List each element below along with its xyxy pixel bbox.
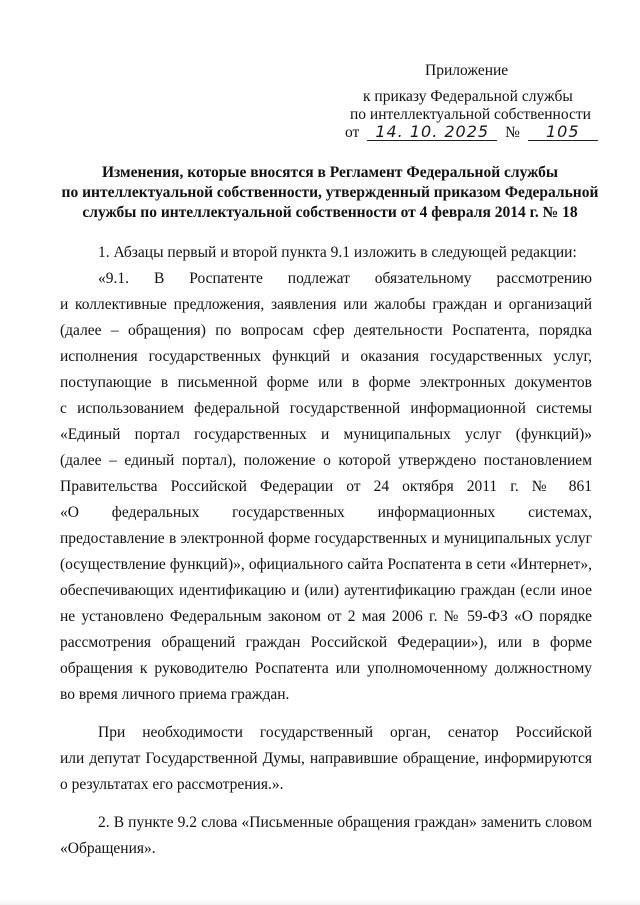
document-title: [40, 163, 620, 223]
body-line: Правительства Российской Федерации от 24 октября 2011 г. № 861: [60, 478, 592, 495]
title-line-3: службы по интеллектуальной собственности от 4 февраля 2014 г. № 18: [82, 204, 578, 221]
body-line: поступающие в письменной форме или в форме электронных документов: [60, 374, 592, 391]
body-line: обеспечивающих идентификацию и (или) аутентификацию граждан (если иное: [60, 582, 592, 599]
body-line: с использованием федеральной государственной информационной системы: [60, 400, 592, 417]
title-line-2: по интеллектуальной собственности, утвержденный приказом Федеральной: [61, 184, 599, 201]
body-line: рассмотрения обращений граждан Российской Федерации»), или в форме: [60, 634, 592, 651]
document-body: [60, 240, 592, 862]
paragraph-gap: [60, 708, 592, 720]
body-line: и коллективные предложения, заявления или жалобы граждан и организаций: [60, 296, 592, 313]
scan-bottom-edge: [0, 899, 640, 905]
appendix-order-line: [345, 124, 598, 142]
body-line: «О федеральных государственных информационных системах,: [60, 504, 592, 521]
title-line-1: Изменения, которые вносятся в Регламент Федеральной службы: [101, 164, 559, 181]
appendix-line-2: по интеллектуальной собственности: [350, 106, 591, 123]
body-line: 1. Абзацы первый и второй пункта 9.1 изложить в следующей редакции:: [98, 244, 577, 261]
from-label: от: [345, 124, 360, 141]
body-line: При необходимости государственный орган, сенатор Российской: [98, 724, 592, 741]
body-line: не установлено Федеральным законом от 2 мая 2006 г. № 59-ФЗ «О порядке: [60, 608, 592, 625]
body-line: (далее – обращения) по вопросам сфер деятельности Роспатента, порядка: [60, 322, 592, 339]
handwritten-date: 14. 10. 2025: [367, 124, 497, 141]
body-line: (далее – единый портал), положение о которой утверждено постановлением: [60, 452, 592, 469]
body-line: «Единый портал государственных и муниципальных услуг (функций)»: [60, 426, 592, 443]
body-line: (осуществление функций)», официального сайта Роспатента в сети «Интернет»,: [60, 556, 592, 573]
number-label: №: [505, 124, 520, 141]
body-line: исполнения государственных функций и оказания государственных услуг,: [60, 348, 592, 365]
body-line: предоставление в электронной форме государственных и муниципальных услуг: [60, 530, 592, 547]
appendix-line-1: к приказу Федеральной службы: [363, 88, 573, 105]
body-line: о результатах его рассмотрения.».: [60, 776, 284, 793]
appendix-title: Приложение: [425, 62, 509, 79]
body-line: обращения к руководителю Роспатента или уполномоченному должностному: [60, 660, 592, 677]
body-line: во время личного приема граждан.: [60, 686, 290, 703]
body-line: или депутат Государственной Думы, направившие обращение, информируются: [60, 750, 592, 767]
body-line: «Обращения».: [60, 840, 156, 857]
handwritten-order-number: 105: [528, 124, 598, 141]
body-line: «9.1. В Роспатенте подлежат обязательному рассмотрению: [98, 270, 592, 287]
body-line: 2. В пункте 9.2 слова «Письменные обращения граждан» заменить словом: [98, 814, 592, 831]
paragraph-gap: [60, 798, 592, 810]
